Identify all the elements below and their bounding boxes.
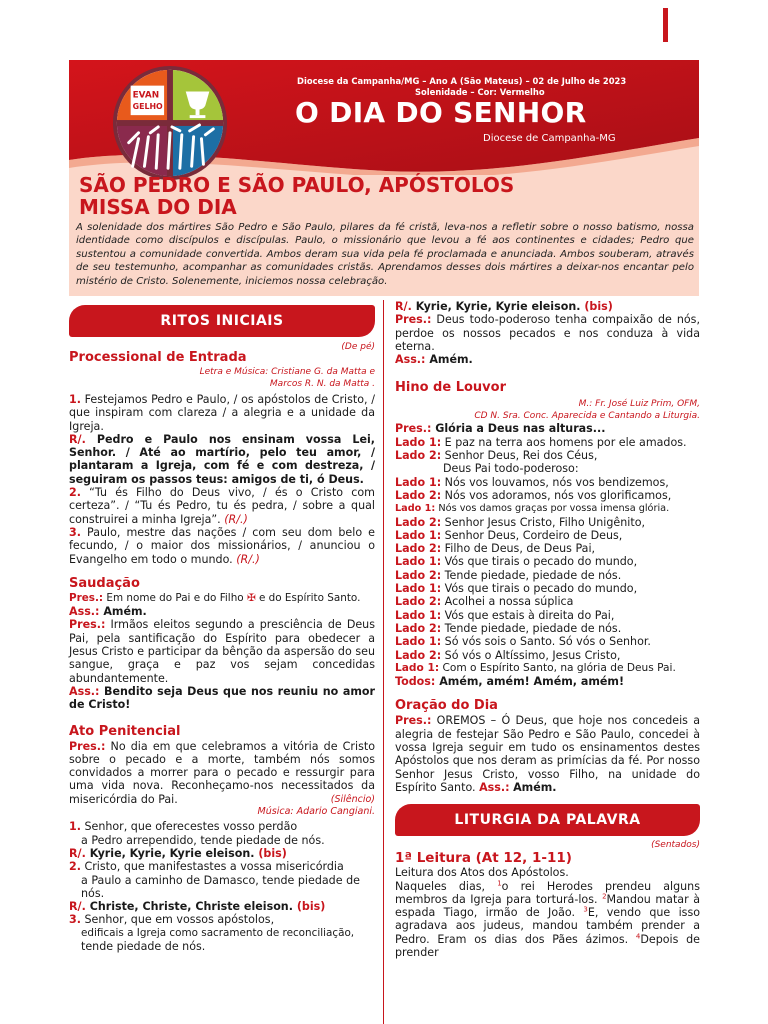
kyrie-response: [395, 300, 700, 313]
greeting-paragraph: [69, 618, 375, 684]
column-divider: [383, 300, 384, 1024]
gloria-line: [395, 635, 700, 648]
reading-text: [395, 880, 700, 960]
absolution: [395, 313, 700, 353]
refrain-tag: (R/.): [236, 552, 260, 566]
verse-number: 1: [497, 878, 502, 887]
response-line: [69, 685, 375, 712]
side-label: Lado 1:: [395, 661, 440, 674]
invocation-number: 1.: [69, 820, 81, 834]
reading-intro: Leitura dos Atos dos Apóstolos.: [395, 866, 569, 880]
amen-text: Amém.: [429, 353, 473, 367]
hymn-intonation: [395, 422, 700, 435]
gloria-line: [395, 436, 700, 449]
bis-tag: (bis): [258, 846, 287, 860]
invocation-2-cont: a Paulo a caminho de Damasco, tende piedade de nós.: [81, 873, 360, 900]
verse-text: “Tu és Filho do Deus vivo, / és o Cristo com certeza”. / “Tu és Pedro, tu és pedra, / sobre a qual construirei a minha Igreja”.: [69, 486, 375, 526]
side-label: Lado 2:: [395, 449, 442, 463]
reading-verse: Depois de prender: [395, 932, 700, 959]
verse-number: 3.: [69, 525, 81, 539]
gloria-text: Senhor Deus, Cordeiro de Deus,: [444, 528, 623, 542]
speaker-label: Pres.:: [395, 422, 432, 436]
verse-number: 2: [602, 892, 607, 901]
speaker-label: Pres.:: [395, 313, 432, 327]
gloria-text: Deus Pai todo-poderoso:: [443, 462, 579, 476]
edition-line: Diocese da Campanha/MG – Ano A (São Mateus) – 02 de Julho de 2023: [297, 76, 627, 86]
song-credit-2: Marcos R. N. da Matta .: [269, 379, 375, 389]
gloria-text: E paz na terra aos homens por ele amados.: [444, 435, 687, 449]
publication-title: O DIA DO SENHOR: [295, 96, 587, 129]
evangelho-logo: [111, 64, 229, 182]
gloria-text: Filho de Deus, de Deus Pai,: [444, 542, 596, 556]
gloria-text: Nós vos adoramos, nós vos glorificamos,: [444, 488, 672, 502]
side-label: Lado 1:: [395, 528, 442, 542]
hymn-credit-1: M.: Fr. José Luiz Prim, OFM,: [578, 399, 700, 410]
christe-text: Christe, Christe, Christe eleison.: [89, 900, 293, 914]
gloria-text: Nós vos louvamos, nós vos bendizemos,: [444, 475, 669, 489]
top-edge-mark: [663, 8, 668, 42]
gloria-line: [395, 569, 700, 582]
side-label: Lado 1:: [395, 608, 442, 622]
section-banner-liturgia-da-palavra: LITURGIA DA PALAVRA: [395, 804, 700, 836]
verse-text: Paulo, mestre das nações / com seu dom belo e fecundo, / o maior dos missionários, / anunciou o Evangelho em todo o mundo.: [69, 525, 376, 566]
response-label: R/.: [395, 300, 412, 313]
gloria-text: Vós que tirais o pecado do mundo,: [444, 555, 638, 569]
section-title-oracao-do-dia: Oração do Dia: [395, 698, 498, 714]
refrain-label: R/.: [69, 432, 86, 446]
speaker-label: Ass.:: [395, 353, 426, 367]
cross-icon: ✠: [246, 591, 256, 604]
amen-response: [395, 353, 700, 366]
kyrie-text: Kyrie, Kyrie, Kyrie eleison.: [415, 300, 581, 313]
music-credit: Música: Adario Cangiani.: [257, 806, 375, 818]
absolution-text: Deus todo-poderoso tenha compaixão de nós, perdoe os nossos pecados e nos conduza à vida eterna.: [395, 313, 700, 353]
speaker-label: Pres.:: [69, 591, 104, 604]
collect-prayer: [395, 714, 700, 794]
gloria-line: [395, 529, 700, 542]
gloria-text: Tende piedade, piedade de nós.: [444, 621, 622, 635]
penitential-intro-text: No dia em que celebramos a vitória de Cristo sobre o pecado e a morte, também nós somos convidados a morrer para o pecado e ressurgir para uma vida nova. Reconheçamo-nos necessitados da misericórdia do Pai.: [69, 739, 375, 806]
gloria-text: Senhor Jesus Cristo, Filho Unigênito,: [444, 515, 646, 529]
refrain-text: Pedro e Paulo nos ensinam vossa Lei, Senhor. / Até ao martírio, pelo teu amor, / plantaram a Igreja, com fé e com destreza, / seguiram os passos teus: amigos de ti, ó Deus.: [69, 432, 375, 486]
refrain-tag: (R/.): [224, 512, 248, 526]
posture-note: (De pé): [341, 342, 375, 352]
verse-text: Festejamos Pedro e Paulo, / os apóstolos de Cristo, / que inspiram com clareza / a alegria e a unidade da Igreja.: [69, 393, 375, 433]
right-column: [395, 300, 700, 959]
side-label: Lado 2:: [395, 595, 442, 609]
verse-number: 4: [635, 932, 641, 940]
section-title-saudacao: Saudação: [69, 575, 140, 591]
gloria-line: [395, 489, 700, 502]
gloria-line: [395, 462, 700, 475]
gloria-text: Vós que estais à direita do Pai,: [444, 608, 615, 622]
verse-2: [69, 486, 375, 526]
side-label: Lado 2:: [395, 542, 442, 556]
amen-text: Amém.: [513, 780, 557, 794]
masthead: [69, 60, 699, 296]
response-text: Amém.: [103, 605, 147, 619]
gloria-text: Com o Espírito Santo, na glória de Deus Pai.: [442, 661, 676, 674]
speaker-label: Pres.:: [395, 714, 432, 728]
feast-title: [79, 174, 514, 218]
posture-note: (Sentados): [651, 840, 700, 851]
side-label: Lado 1:: [395, 635, 442, 649]
invocation-3-cont: edificais a Igreja como sacramento de reconciliação,: [81, 926, 355, 939]
greeting-text: Em nome do Pai e do Filho: [106, 591, 244, 604]
response-line: [69, 605, 375, 618]
gloria-line: [395, 675, 700, 688]
side-label: Todos:: [395, 675, 436, 689]
reading-verse: E, vendo que isso agradava aos judeus, mandou também prender a Pedro. Eram os dias dos Pães ázimos.: [395, 906, 701, 946]
christe-response: [69, 900, 375, 913]
solemnity-line: Solenidade – Cor: Vermelho: [415, 86, 545, 97]
publication-subtitle: Diocese de Campanha-MG: [483, 133, 616, 144]
gloria-text: Vós que tirais o pecado do mundo,: [444, 582, 638, 596]
gloria-text: Amém, amém! Amém, amém!: [439, 675, 625, 689]
side-label: Lado 2:: [395, 568, 442, 582]
bis-tag: (bis): [296, 900, 326, 914]
reading-start: Naqueles dias,: [395, 879, 486, 893]
hymn-credit-2: CD N. Sra. Conc. Aparecida e Cantando a Liturgia.: [474, 411, 700, 422]
invocation-text: Cristo, que manifestastes a vossa misericórdia: [84, 860, 344, 874]
gloria-text: Nós vos damos graças por vossa imensa glória.: [438, 503, 670, 515]
intro-paragraph: A solenidade dos mártires São Pedro e São Paulo, pilares da fé cristã, leva-nos a refletir sobre o nosso batismo, nossa identidade como discípulos e discípulas. Paulo, o missionário que levou a fé aos continentes e cidades; Pedro que sustentou a comunidade convertida. Ambos deram sua vida pela fé proclamada e anunciada. Ambos souberam, através de seu testemunho, acompanhar as comunidades cristãs. Aprendamos desses dois mártires a deixar-nos encantar pelo mistério de Cristo. Solenemente, iniciemos nossa celebração.: [76, 222, 694, 287]
invocation-number: 3.: [69, 913, 81, 927]
refrain: [69, 433, 375, 486]
response-text: Bendito seja Deus que nos reuniu no amor de Cristo!: [69, 684, 375, 712]
gloria-line: [395, 582, 700, 595]
bis-tag: (bis): [584, 300, 613, 313]
invocation-3-end: tende piedade de nós.: [81, 939, 206, 953]
gloria-line: [395, 595, 700, 608]
greeting-text-end: e do Espírito Santo.: [258, 591, 361, 604]
invocation-1: [69, 820, 375, 833]
invocation-number: 2.: [69, 860, 81, 874]
logo-text-gelho: GELHO: [132, 102, 163, 112]
gloria-lines: [395, 436, 700, 689]
logo-text-evan: EVAN: [132, 90, 160, 101]
edition-info: [297, 76, 693, 97]
gloria-text: Só vós sois o Santo. Só vós o Senhor.: [444, 635, 651, 649]
side-label: Lado 2:: [395, 488, 442, 502]
gloria-line: [395, 516, 700, 529]
speaker-label: Ass.:: [69, 684, 100, 698]
side-label: Lado 2:: [395, 621, 442, 635]
gloria-line: [395, 662, 700, 675]
section-title-primeira-leitura: 1ª Leitura (At 12, 1-11): [395, 850, 572, 867]
collect-text: OREMOS – Ó Deus, que hoje nos concedeis a alegria de festejar São Pedro e São Paulo, concedei à vossa Igreja seguir em tudo os ensinamentos destes Apóstolos que nos deram as primícias da fé. Por nosso Senhor Jesus Cristo, vosso Filho, na unidade do Espírito Santo.: [395, 714, 700, 794]
gloria-text: Acolhei a nossa súplica: [444, 595, 574, 609]
invocation-1-cont: a Pedro arrependido, tende piedade de nós.: [81, 833, 325, 847]
invocation-text: Senhor, que oferecestes vosso perdão: [84, 820, 298, 834]
verse-number: 3: [583, 905, 588, 914]
speaker-label: Ass.:: [479, 780, 510, 794]
side-label: Lado 2:: [395, 515, 442, 529]
response-label: R/.: [69, 900, 86, 914]
speaker-label: Ass.:: [69, 605, 100, 619]
response-label: R/.: [69, 846, 86, 860]
section-title-processional: Processional de Entrada: [69, 350, 247, 365]
reading-verse: o rei Herodes prendeu alguns membros da Igreja para torturá-los.: [395, 879, 700, 906]
side-label: Lado 1:: [395, 475, 442, 489]
gloria-text: Tende piedade, piedade de nós.: [444, 568, 622, 582]
side-label: Lado 1:: [395, 503, 436, 515]
feast-title-line-1: SÃO PEDRO E SÃO PAULO, APÓSTOLOS: [79, 173, 515, 197]
feast-title-line-2: MISSA DO DIA: [79, 195, 237, 219]
gloria-line: [395, 476, 700, 489]
section-title-hino-de-louvor: Hino de Louvor: [395, 380, 506, 396]
gloria-line: [395, 502, 700, 515]
left-column: [69, 300, 375, 953]
silence-note: (Silêncio): [330, 794, 375, 806]
gloria-text: Senhor Deus, Rei dos Céus,: [444, 449, 598, 463]
invocation-3: [69, 913, 375, 926]
gloria-line: [395, 555, 700, 568]
gloria-line: [395, 449, 700, 462]
greeting-paragraph-text: Irmãos eleitos segundo a presciência de Deus Pai, pela santificação do Espírito para obedecer a Jesus Cristo e participar da bênção da aspersão do seu sangue, graça e paz vos sejam concedidas abundantemente.: [69, 618, 375, 685]
gloria-line: [395, 649, 700, 662]
verse-3: [69, 526, 375, 566]
song-credit-1: Letra e Música: Cristiane G. da Matta e: [199, 367, 375, 377]
verse-number: 1.: [69, 393, 81, 406]
verse-1: [69, 393, 375, 433]
gloria-line: [395, 609, 700, 622]
side-label: Lado 1:: [395, 582, 442, 596]
invocation-2: [69, 860, 375, 873]
side-label: Lado 1:: [395, 555, 442, 569]
gloria-line: [395, 542, 700, 555]
gloria-text: Só vós o Altíssimo, Jesus Cristo,: [444, 648, 621, 662]
greeting-line: [69, 592, 375, 605]
intonation-text: Glória a Deus nas alturas...: [435, 422, 606, 436]
kyrie-response: [69, 847, 375, 860]
side-label: Lado 1:: [395, 435, 442, 449]
side-label: Lado 2:: [395, 648, 442, 662]
section-title-ato-penitencial: Ato Penitencial: [69, 723, 181, 739]
verse-number: 2.: [69, 486, 81, 500]
invocation-text: Senhor, que em vossos apóstolos,: [84, 913, 275, 927]
kyrie-text: Kyrie, Kyrie, Kyrie eleison.: [89, 846, 255, 860]
speaker-label: Pres.:: [69, 739, 106, 753]
gloria-line: [395, 622, 700, 635]
reading-verse: Mandou matar à espada Tiago, irmão de João.: [395, 892, 700, 920]
section-banner-ritos-iniciais: RITOS INICIAIS: [69, 305, 375, 337]
speaker-label: Pres.:: [69, 618, 106, 632]
